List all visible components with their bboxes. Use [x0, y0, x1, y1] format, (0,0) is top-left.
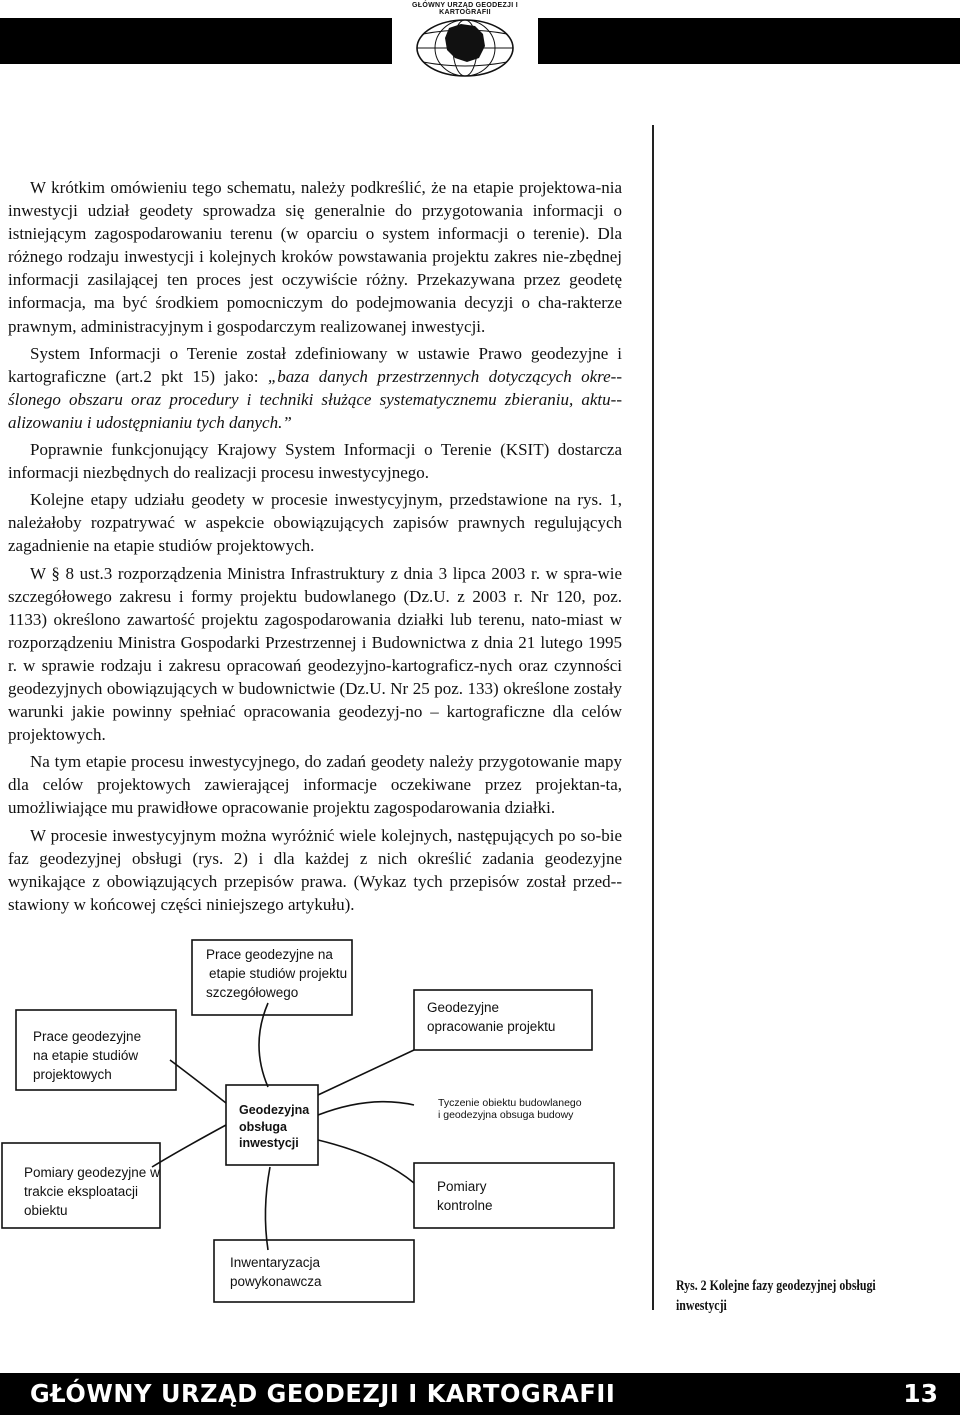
node-right-label: Geodezyjne opracowanie projektu: [427, 1000, 556, 1034]
connector-right-bottom: [318, 1140, 414, 1183]
connector-left: [170, 1060, 226, 1103]
paragraph-1: W krótkim omówieniu tego schematu, należy podkreślić, że na etapie projektowa-nia inwestycji udział geodety sprowadza się generalnie do przygotowania informacji o istniejącym zagospodarowaniu terenu (w oparciu o system informacji o terenie). Dla różnego rodzaju inwestycji i kolejnych kroków powstawania projektu zakres nie-zbędnej informacji zasilającej ten proces jest oczywiście różny. Przekazywana przez geodetę informacja, ma być środkiem pomocniczym do podejmowania decyzji o cha-rakterze prawnym, administracyjnym i gospodarczym realizowanej inwestycji.: [8, 178, 622, 336]
gugik-logo: [392, 0, 538, 80]
paragraph-sit-definition: [8, 342, 622, 434]
figure-caption: Rys. 2 Kolejne fazy geodezyjnej obsługi inwestycji: [676, 1278, 876, 1314]
node-left-label: Prace geodezyjne na etapie studiów projektowych: [33, 1029, 142, 1082]
node-top-label: Prace geodezyjne na etapie studiów projektu szczegółowego: [206, 947, 348, 1000]
center-label: Geodezyjna obsługa inwestycji: [239, 1103, 310, 1150]
node-bottom-label: Inwentaryzacja powykonawcza: [230, 1255, 322, 1289]
connector-left-bottom: [152, 1125, 226, 1167]
article-body: [8, 176, 622, 920]
globe-icon: [415, 12, 515, 78]
connector-bottom: [265, 1167, 270, 1250]
paragraph-5: Na tym etapie procesu inwestycyjnego, do zadań geodety należy przygotowanie mapy dla celów projektowych zawierającej informacje oczekiwane przez projektan-ta, umożliwiające mu prawidłowe opracowanie projektu zagospodarowania działki.: [8, 752, 622, 818]
node-right-small-label: Tyczenie obiektu budowlanego i geodezyjna obsuga budowy: [438, 1097, 582, 1121]
paragraph-3: Kolejne etapy udziału geodety w procesie inwestycyjnym, przedstawione na rys. 1, należałoby rozpatrywać w aspekcie obowiązujących zapisów prawnych regulujących zagadnienie na etapie studiów projektowych.: [8, 490, 622, 556]
sit-definition-lead: System Informacji o Terenie został zdefiniowany w ustawie Prawo geodezyjne i kartograficzne (art.2 pkt 15) jako:: [8, 343, 622, 386]
diagram-shapes: [0, 935, 960, 1315]
connector-right-small: [318, 1102, 414, 1115]
node-left-bottom-label: Pomiary geodezyjne w trakcie eksploatacji obiektu: [24, 1165, 160, 1218]
sit-definition-quote: „baza danych przestrzennych dotyczących okre-ślonego obszaru oraz procedury i techniki służące systematycznemu zbieraniu, aktu-alizowaniu i udostępnianiu tych danych.”: [8, 366, 623, 432]
connector-right: [318, 1050, 414, 1095]
footer-bar: [0, 1373, 960, 1415]
paragraph-2: Poprawnie funkcjonujący Krajowy System Informacji o Terenie (KSIT) dostarcza informacji niezbędnych do realizacji procesu inwestycyjnego.: [8, 440, 622, 483]
node-right-bottom-label: Pomiary kontrolne: [437, 1179, 493, 1213]
logo-caption: GŁÓWNY URZĄD GEODEZJI I KARTOGRAFII: [412, 2, 518, 16]
paragraph-4: W § 8 ust.3 rozporządzenia Ministra Infrastruktury z dnia 3 lipca 2003 r. w spra-wie szczegółowego zakresu i formy projektu budowlanego (Dz.U. z 2003 r. Nr 120, poz. 1133) określono zawartość projektu zagospodarowania działki lub terenu, nato-miast w rozporządzeniu Ministra Gospodarki Przestrzennej i Budownictwa z dnia 21 lutego 1995 r. w sprawie rodzaju i zakresu opracowań geodezyjno-kartograficz-nych oraz czynności geodezyjnych obowiązujących w budownictwie (Dz.U. Nr 25 poz. 133) określone zostały warunki jakie powinny spełniać opracowania geodezyj-no – kartograficzne dla celów projektowych.: [8, 563, 622, 745]
page-number: 13: [903, 1379, 938, 1408]
paragraph-6: W procesie inwestycyjnym można wyróżnić wiele kolejnych, następujących po so-bie faz geodezyjnej obsługi (rys. 2) i dla każdej z nich określić zadania geodezyjne wynikające z obowiązujących przepisów prawa. (Wykaz tych przepisów został przed-stawiony w końcowej części niniejszego artykułu).: [8, 825, 622, 914]
investment-phases-diagram: [0, 935, 960, 1315]
footer-title: GŁÓWNY URZĄD GEODEZJI I KARTOGRAFII: [30, 1379, 616, 1408]
